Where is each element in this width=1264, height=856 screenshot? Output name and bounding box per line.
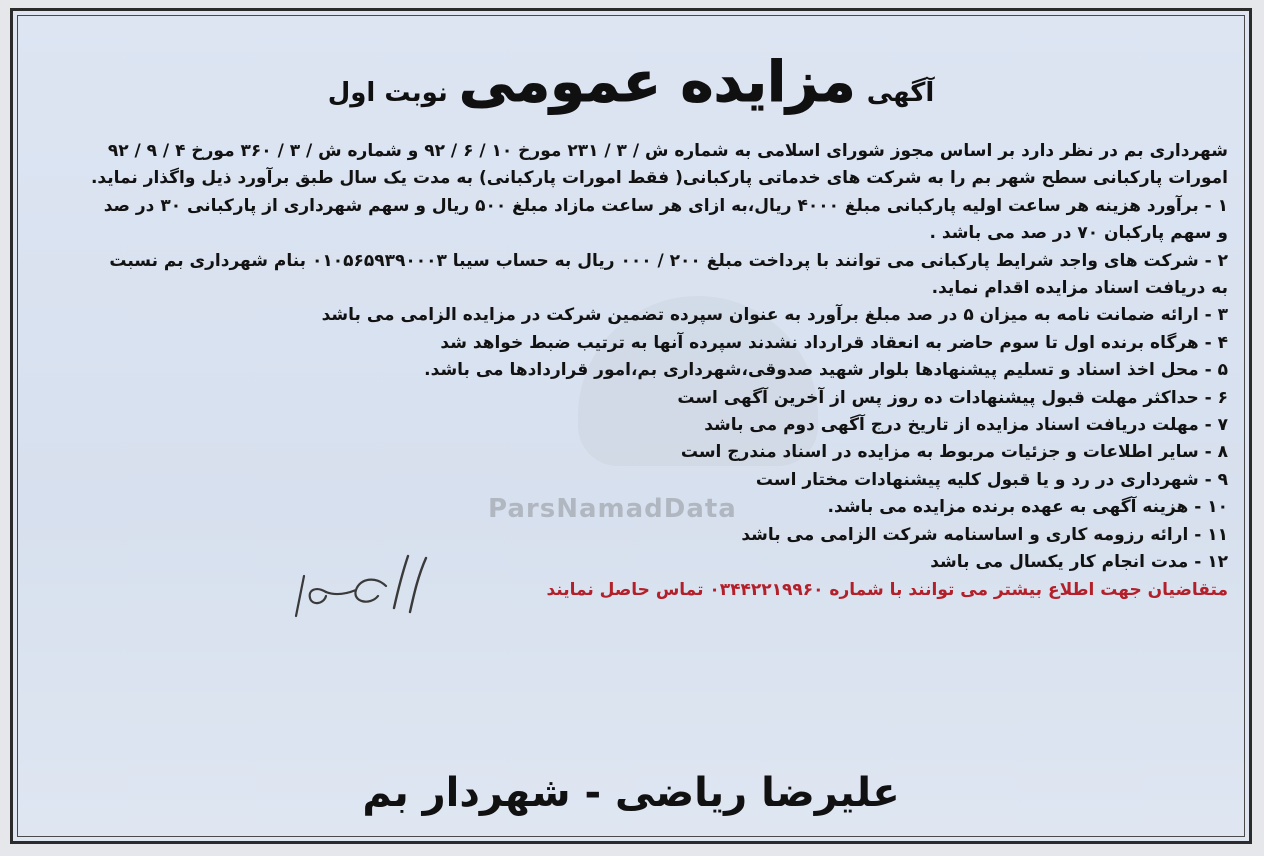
list-item: و سهم پارکبان ۷۰ در صد می باشد . [929,223,1228,244]
intro-line: شهرداری بم در نظر دارد بر اساس مجوز شورای اسلامی به شماره ش / ۳ / ۲۳۱ مورخ ۱۰ / ۶ / ۹۲ و شماره ش / ۳ / ۳۶۰ مورخ ۴ / ۹ / ۹۲ [107,141,1228,161]
list-item: ۸ - سایر اطلاعات و جزئیات مربوط به مزایده در اسناد مندرج است [680,442,1228,463]
notice-header [18,50,1244,130]
list-item: ۶ - حداکثر مهلت قبول پیشنهادات ده روز پس از آخرین آگهی است [677,387,1228,408]
list-item: ۷ - مهلت دریافت اسناد مزایده از تاریخ درج آگهی دوم می باشد [704,415,1228,436]
notice-body [34,138,1228,604]
contact-line: متقاضیان جهت اطلاع بیشتر می توانند با شماره ۰۳۴۴۲۲۱۹۹۶۰ تماس حاصل نمایند [546,579,1228,600]
list-item: ۱ - برآورد هزینه هر ساعت اولیه پارکبانی مبلغ ۴۰۰۰ ریال،به ازای هر ساعت مازاد مبلغ ۵۰۰ ریال و سهم شهرداری از پارکبانی ۳۰ در صد [103,195,1228,216]
list-item: ۵ - محل اخذ اسناد و تسلیم پیشنهادها بلوار شهید صدوقی،شهرداری بم،امور قراردادها می باشد. [424,360,1228,381]
signature: علیرضا ریاضی - شهردار بم [362,770,900,816]
notice-panel [17,15,1245,837]
list-item: ۹ - شهرداری در رد و یا قبول کلیه پیشنهادات مختار است [755,469,1228,490]
header-title: مزایده عمومی [458,50,856,115]
intro-line: امورات پارکبانی سطح شهر بم را به شرکت های خدماتی پارکبانی( فقط امورات پارکبانی) به مدت یک سال طبق برآورد ذیل واگذار نماید. [90,168,1228,189]
watermark-text: ParsNamadData [488,494,737,524]
list-item: ۳ - ارائه ضمانت نامه به میزان ۵ در صد مبلغ برآورد به عنوان سپرده تضمین شرکت در مزایده الزامی می باشد [321,305,1228,326]
header-prefix: آگهی [866,78,935,108]
list-item: به دریافت اسناد مزایده اقدام نماید. [931,278,1228,299]
list-item: ۱۰ - هزینه آگهی به عهده برنده مزایده می باشد. [827,497,1228,518]
handwritten-note [286,546,436,626]
list-item: ۲ - شرکت های واجد شرایط پارکبانی می توانند با پرداخت مبلغ ۲۰۰ / ۰۰۰ ریال به حساب سیبا ۰۱۰۵۶۵۹۳۹۰۰۰۳ بنام شهرداری بم نسبت [109,250,1228,271]
header-suffix: نوبت اول [327,78,448,108]
list-item: ۴ - هرگاه برنده اول تا سوم حاضر به انعقاد قرارداد نشدند سپرده آنها به ترتیب ضبط خواهد شد [440,332,1228,353]
notice-frame [10,8,1252,844]
list-item: ۱۱ - ارائه رزومه کاری و اساسنامه شرکت الزامی می باشد [741,524,1228,545]
list-item: ۱۲ - مدت انجام کار یکسال می باشد [930,552,1228,573]
